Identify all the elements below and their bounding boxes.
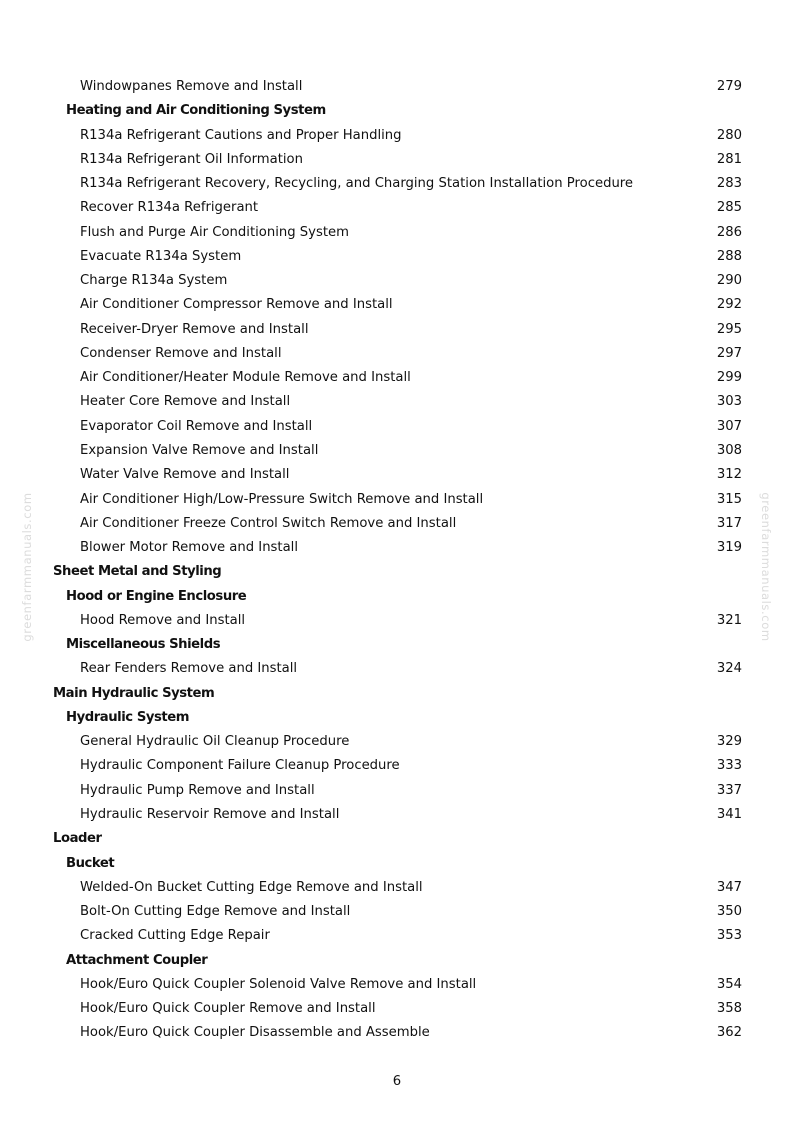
toc-page-number: 290 xyxy=(716,273,742,289)
toc-entry[interactable] xyxy=(0,148,794,172)
toc-page-number: 353 xyxy=(716,928,742,944)
toc-entry[interactable] xyxy=(0,1021,794,1045)
toc-entry-title: Water Valve Remove and Install xyxy=(80,467,290,483)
toc-entry[interactable] xyxy=(0,973,794,997)
toc-entry-title: Hydraulic Pump Remove and Install xyxy=(80,782,315,798)
toc-page-number: 347 xyxy=(716,879,742,895)
toc-subsection-title: Miscellaneous Shields xyxy=(66,637,221,653)
page-number: 6 xyxy=(392,1074,402,1089)
toc-section xyxy=(0,682,794,706)
toc-page-number: 283 xyxy=(716,176,742,192)
toc-entry[interactable] xyxy=(0,488,794,512)
toc-entry[interactable] xyxy=(0,779,794,803)
toc-entry[interactable] xyxy=(0,245,794,269)
toc-subsection-title: Bucket xyxy=(66,855,115,871)
toc-entry[interactable] xyxy=(0,293,794,317)
toc-entry[interactable] xyxy=(0,269,794,293)
toc-entry-title: Air Conditioner Freeze Control Switch Remove and Install xyxy=(80,515,457,531)
toc-entry-title: Charge R134a System xyxy=(80,273,228,289)
toc-entry-title: Windowpanes Remove and Install xyxy=(80,79,303,94)
toc-entry-title: Flush and Purge Air Conditioning System xyxy=(80,224,349,240)
toc-entry[interactable] xyxy=(0,609,794,633)
toc-entry-title: General Hydraulic Oil Cleanup Procedure xyxy=(80,734,350,750)
toc-page-number: 358 xyxy=(716,1001,742,1017)
toc-entry[interactable] xyxy=(0,390,794,414)
toc-subsection xyxy=(0,633,794,657)
toc-page-number: 285 xyxy=(716,200,742,216)
toc-page-number: 308 xyxy=(716,442,742,458)
toc-page-number: 286 xyxy=(716,224,742,240)
toc-entry-title: Recover R134a Refrigerant xyxy=(80,200,259,216)
table-of-contents xyxy=(0,75,794,1046)
toc-page-number: 299 xyxy=(716,370,742,386)
toc-entry[interactable] xyxy=(0,124,794,148)
toc-entry-title: Hook/Euro Quick Coupler Disassemble and Assemble xyxy=(80,1025,430,1041)
toc-section-title: Sheet Metal and Styling xyxy=(53,564,222,580)
toc-entry[interactable] xyxy=(0,439,794,463)
toc-subsection xyxy=(0,706,794,730)
toc-entry[interactable] xyxy=(0,512,794,536)
toc-entry[interactable] xyxy=(0,657,794,681)
toc-entry-title: Hydraulic Reservoir Remove and Install xyxy=(80,806,340,822)
toc-entry-title: Hook/Euro Quick Coupler Remove and Install xyxy=(80,1001,376,1017)
toc-entry[interactable] xyxy=(0,366,794,390)
toc-page-number: 362 xyxy=(716,1025,742,1041)
toc-entry-title: Welded-On Bucket Cutting Edge Remove and Install xyxy=(80,879,423,895)
toc-subsection xyxy=(0,949,794,973)
toc-page-number: 295 xyxy=(716,321,742,337)
toc-entry-title: R134a Refrigerant Cautions and Proper Handling xyxy=(80,127,402,143)
toc-entry[interactable] xyxy=(0,754,794,778)
toc-page-number: 292 xyxy=(716,297,742,313)
toc-subsection-title: Attachment Coupler xyxy=(66,952,208,968)
toc-page-number: 354 xyxy=(716,976,742,992)
toc-entry-title: Evaporator Coil Remove and Install xyxy=(80,418,313,434)
toc-subsection-title: Hood or Engine Enclosure xyxy=(66,588,247,604)
toc-section-title: Main Hydraulic System xyxy=(53,685,215,701)
toc-page-number: 281 xyxy=(716,151,742,167)
toc-page-number: 297 xyxy=(716,345,742,361)
toc-entry-title: Air Conditioner High/Low-Pressure Switch Remove and Install xyxy=(80,491,484,507)
toc-page-number: 319 xyxy=(716,540,742,556)
toc-entry-title: Condenser Remove and Install xyxy=(80,345,282,361)
toc-page-number: 324 xyxy=(716,661,742,677)
toc-entry-title: Heater Core Remove and Install xyxy=(80,394,291,410)
toc-entry[interactable] xyxy=(0,536,794,560)
toc-entry[interactable] xyxy=(0,463,794,487)
toc-section xyxy=(0,560,794,584)
toc-page-number: 337 xyxy=(716,782,742,798)
toc-entry-title: R134a Refrigerant Oil Information xyxy=(80,151,303,167)
toc-entry[interactable] xyxy=(0,876,794,900)
toc-section xyxy=(0,827,794,851)
toc-page-number: 280 xyxy=(716,127,742,143)
toc-entry-title: Evacuate R134a System xyxy=(80,248,242,264)
toc-page-number: 303 xyxy=(716,394,742,410)
watermark-left: greenfarmmanuals.com xyxy=(20,492,34,642)
toc-entry[interactable] xyxy=(0,318,794,342)
toc-entry-title: Hydraulic Component Failure Cleanup Procedure xyxy=(80,758,400,774)
toc-entry-title: R134a Refrigerant Recovery, Recycling, and Charging Station Installation Procedure xyxy=(80,176,634,192)
toc-entry[interactable] xyxy=(0,75,794,99)
toc-entry-title: Air Conditioner Compressor Remove and Install xyxy=(80,297,393,313)
toc-entry-title: Cracked Cutting Edge Repair xyxy=(80,928,270,944)
toc-page-number: 317 xyxy=(716,515,742,531)
toc-entry[interactable] xyxy=(0,803,794,827)
toc-entry[interactable] xyxy=(0,730,794,754)
toc-entry-title: Hood Remove and Install xyxy=(80,612,246,628)
toc-subsection xyxy=(0,99,794,123)
toc-subsection-title: Heating and Air Conditioning System xyxy=(66,103,326,119)
toc-entry[interactable] xyxy=(0,196,794,220)
toc-page-number: 341 xyxy=(716,806,742,822)
toc-page-number: 279 xyxy=(716,79,742,94)
toc-entry[interactable] xyxy=(0,415,794,439)
toc-entry-title: Rear Fenders Remove and Install xyxy=(80,661,298,677)
toc-page-number: 321 xyxy=(716,612,742,628)
toc-subsection xyxy=(0,585,794,609)
toc-section-title: Loader xyxy=(53,831,102,847)
toc-page-number: 350 xyxy=(716,904,742,920)
toc-subsection-title: Hydraulic System xyxy=(66,709,190,725)
toc-page-number: 315 xyxy=(716,491,742,507)
toc-page-number: 333 xyxy=(716,758,742,774)
toc-entry-title: Air Conditioner/Heater Module Remove and Install xyxy=(80,370,411,386)
toc-entry[interactable] xyxy=(0,924,794,948)
toc-page-number: 307 xyxy=(716,418,742,434)
toc-entry-title: Bolt-On Cutting Edge Remove and Install xyxy=(80,904,351,920)
toc-subsection xyxy=(0,852,794,876)
toc-entry-title: Blower Motor Remove and Install xyxy=(80,540,298,556)
toc-page-number: 329 xyxy=(716,734,742,750)
toc-entry[interactable] xyxy=(0,342,794,366)
toc-entry[interactable] xyxy=(0,997,794,1021)
toc-entry-title: Hook/Euro Quick Coupler Solenoid Valve Remove and Install xyxy=(80,976,477,992)
watermark-right: greenfarmmanuals.com xyxy=(759,492,773,642)
toc-page-number: 288 xyxy=(716,248,742,264)
toc-entry[interactable] xyxy=(0,221,794,245)
toc-entry[interactable] xyxy=(0,900,794,924)
toc-page-number: 312 xyxy=(716,467,742,483)
toc-entry-title: Receiver-Dryer Remove and Install xyxy=(80,321,309,337)
toc-entry[interactable] xyxy=(0,172,794,196)
toc-entry-title: Expansion Valve Remove and Install xyxy=(80,442,319,458)
